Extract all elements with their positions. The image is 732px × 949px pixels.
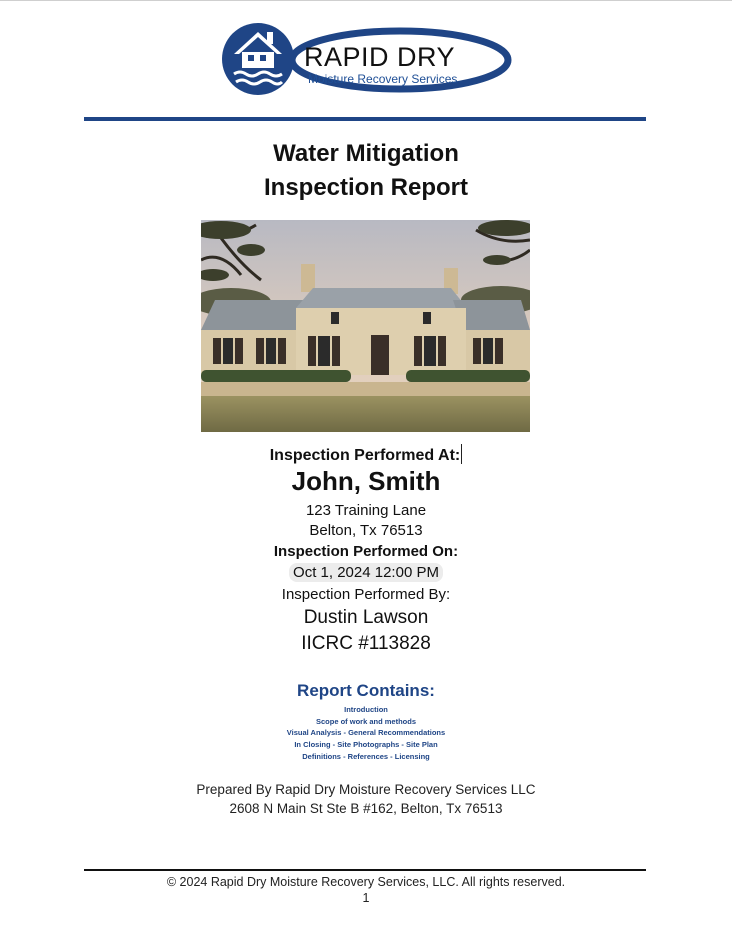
page-number: 1 (362, 891, 370, 905)
inspection-date-row (0, 563, 732, 582)
address-line-1: 123 Training Lane (305, 502, 427, 519)
footer-copyright: © 2024 Rapid Dry Moisture Recovery Services, LLC. All rights reserved. (166, 875, 566, 889)
logo-tagline-text: Moisture Recovery Services (308, 72, 458, 86)
performed-on-label: Inspection Performed On: (273, 543, 459, 560)
contents-item: Introduction (344, 705, 388, 714)
contents-list (0, 704, 732, 763)
contents-item: In Closing - Site Photographs - Site Plan (294, 740, 438, 750)
prepared-by-line: Prepared By Rapid Dry Moisture Recovery Services LLC (196, 782, 536, 797)
company-address-line: 2608 N Main St Ste B #162, Belton, Tx 76513 (229, 801, 503, 816)
page-top-border (0, 0, 732, 1)
inspector-name: Dustin Lawson (303, 607, 429, 628)
address-line-2: Belton, Tx 76513 (309, 522, 423, 539)
performed-at-label: Inspection Performed At: (0, 444, 732, 465)
text-cursor (461, 444, 462, 464)
logo-brand-text: RAPID DRY (304, 42, 456, 72)
report-title: Water Mitigation Inspection Report (263, 140, 468, 201)
client-name: John, Smith (291, 466, 441, 496)
contents-item: Definitions - References - Licensing (302, 751, 430, 761)
certification-number: IICRC #113828 (301, 633, 431, 654)
property-photo (201, 220, 530, 432)
contents-item: Visual Analysis - General Recommendations (286, 728, 446, 738)
footer-divider (84, 869, 646, 871)
contents-item: Scope of work and methods (315, 716, 416, 726)
inspection-date-chip[interactable]: Oct 1, 2024 12:00 PM (289, 563, 443, 582)
contents-heading: Report Contains: (297, 681, 435, 700)
header-divider (84, 117, 646, 121)
performed-by-label: Inspection Performed By: (281, 586, 451, 603)
